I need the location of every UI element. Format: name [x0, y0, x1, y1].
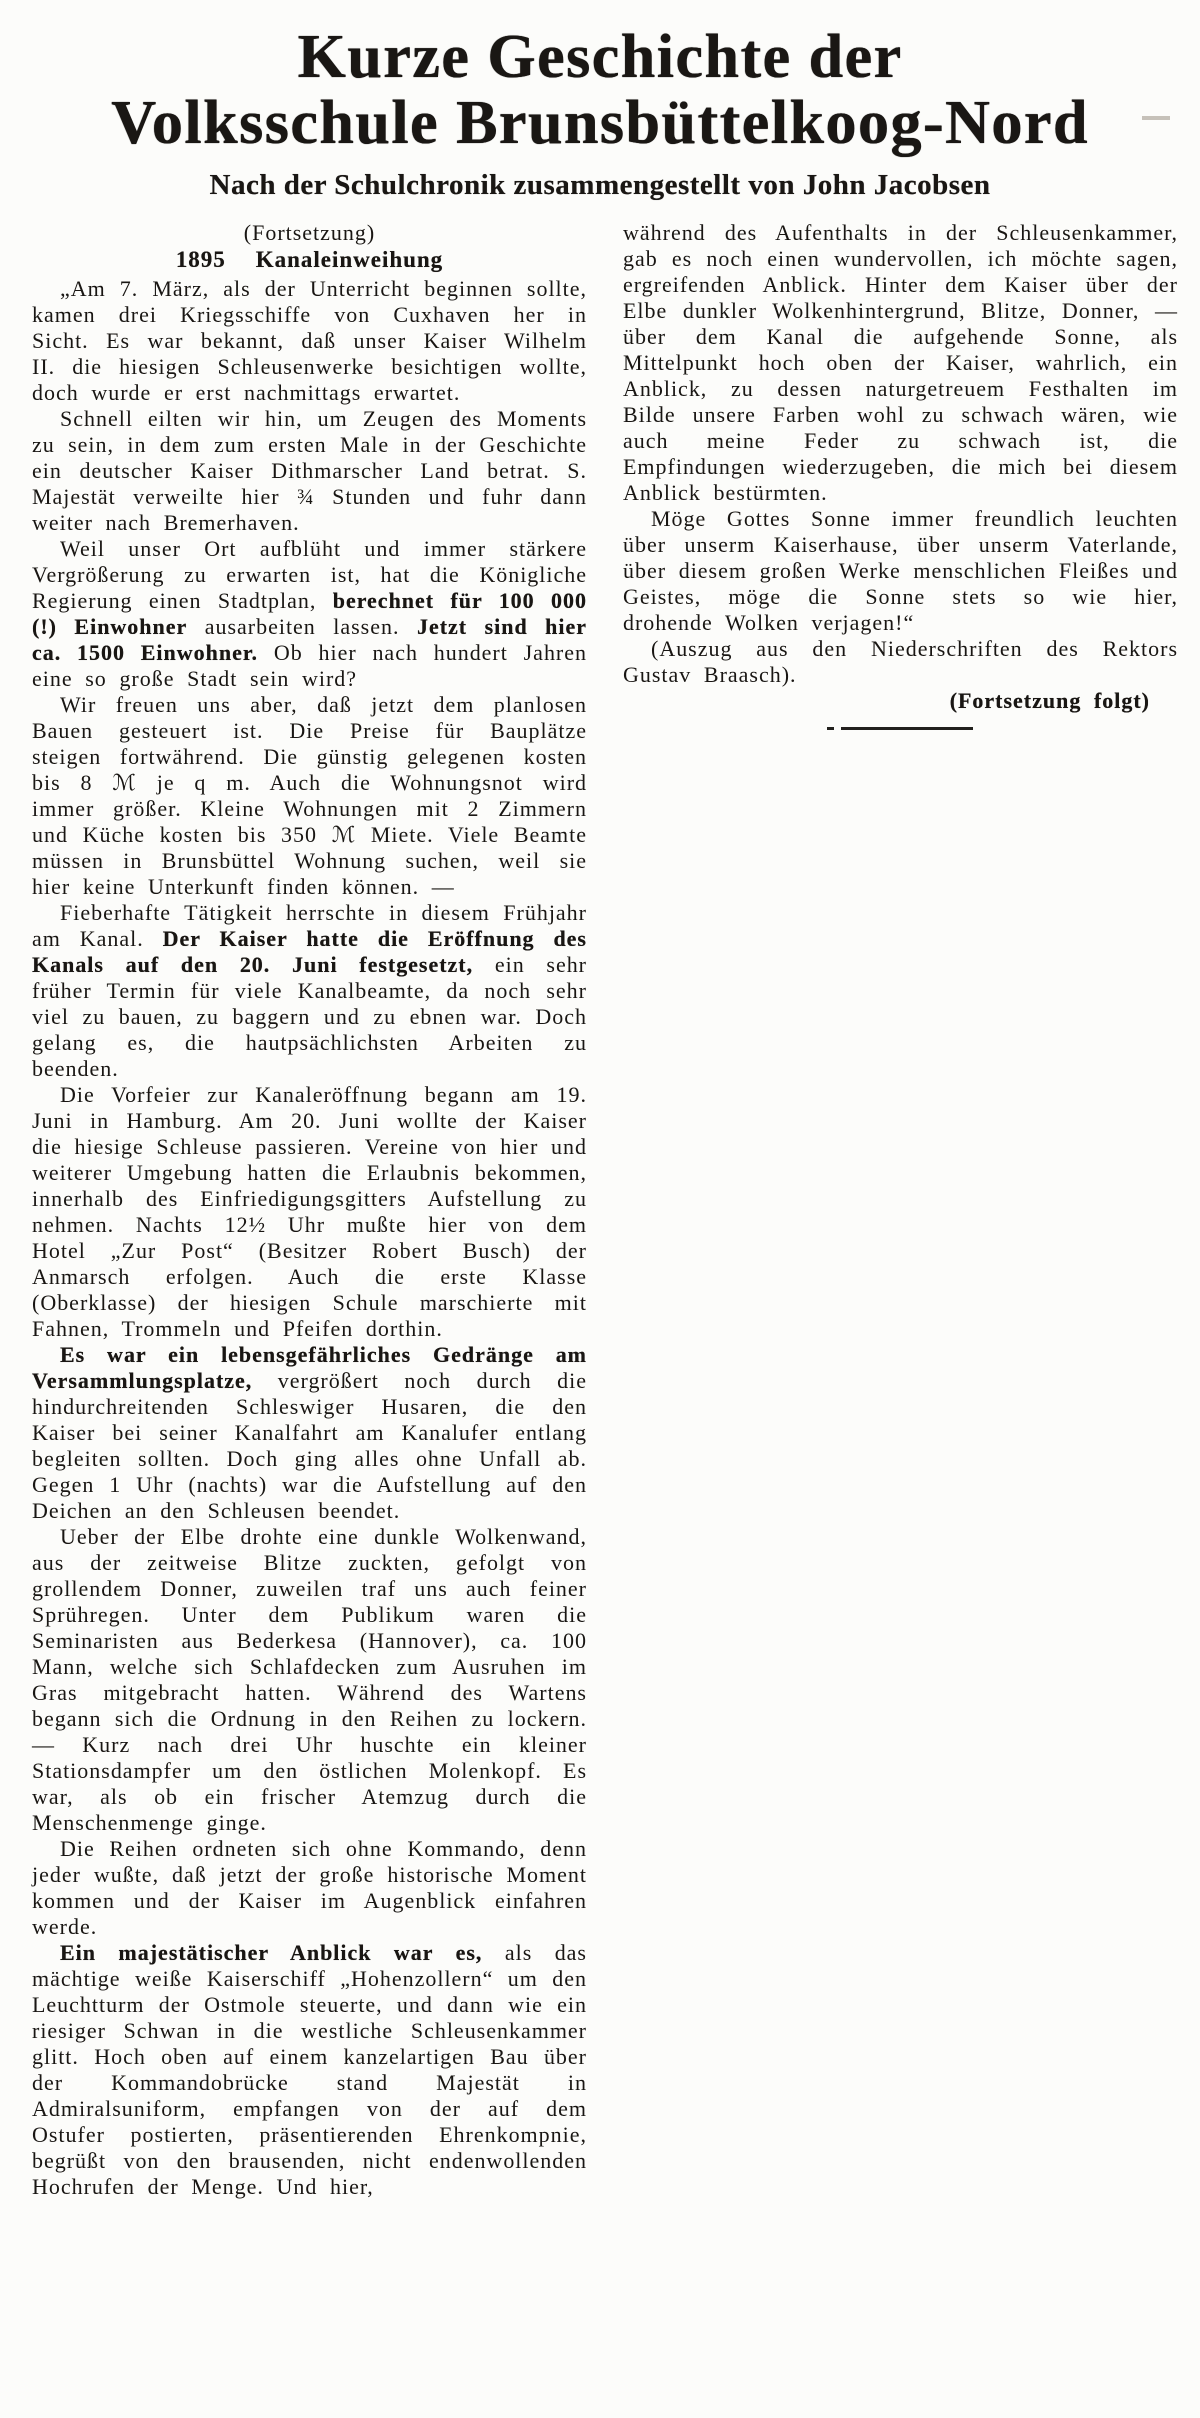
article-header — [0, 0, 1200, 202]
article-paragraph — [32, 536, 587, 692]
bold-text-segment: berechnet für 100 000 (!) Einwohner — [32, 588, 587, 639]
body-text-segment: Weil unser Ort aufblüht und immer stärkere Vergrößerung zu erwarten ist, hat die Königliche Regierung einen Stadtplan, — [32, 536, 587, 613]
body-text-segment: Die Reihen ordneten sich ohne Kommando, denn jeder wußte, daß jetzt der große historische Moment kommen und der Kaiser im Augenblick einfahren werde. — [32, 1836, 587, 1939]
article-title-line-2: Volksschule Brunsbüttelkoog-Nord — [111, 89, 1089, 157]
article-paragraph — [32, 1836, 587, 1940]
article-paragraph — [32, 692, 587, 900]
body-text-segment: (Fortsetzung) — [243, 220, 376, 245]
scan-artifact-dash — [1142, 116, 1170, 120]
body-text-segment: „Am 7. März, als der Unterricht beginnen sollte, kamen drei Kriegsschiffe von Cuxhaven her in Sicht. Es war bekannt, daß unser Kaiser Wilhelm II. die hiesigen Schleusenwerke besichtigen wollte, doch wurde er erst nachmittags erwartet. — [32, 276, 587, 405]
body-text-segment: Die Vorfeier zur Kanaleröffnung begann am 19. Juni in Hamburg. Am 20. Juni wollte der Kaiser die hiesige Schleuse passieren. Vereine von hier und weiterer Umgebung hatten die Erlaubnis bekommen, innerhalb des Einfriedigungsgitters Aufstellung zu nehmen. Nachts 12½ Uhr mußte hier von dem Hotel „Zur Post“ (Besitzer Robert Busch) der Anmarsch erfolgen. Auch die erste Klasse (Oberklasse) der hiesigen Schule marschierte mit Fahnen, Trommeln und Pfeifen dorthin. — [32, 1082, 587, 1341]
article-title-line-1: Kurze Geschichte der — [297, 23, 903, 91]
body-text-segment: Ueber der Elbe drohte eine dunkle Wolkenwand, aus der zeitweise Blitze zuckten, gefolgt von grollendem Donner, zuweilen traf uns auch feiner Sprühregen. Unter dem Publikum waren die Seminaristen aus Bederkesa (Hannover), ca. 100 Mann, welche sich Schlafdecken zum Ausruhen im Gras mitgebracht hatten. Während des Wartens begann sich die Ordnung in den Reihen zu lockern. — Kurz nach drei Uhr huschte ein kleiner Stationsdampfer um den östlichen Molenkopf. Es war, als ob ein frischer Atemzug durch die Menschenmenge ginge. — [32, 1524, 587, 1835]
article-paragraph — [32, 900, 587, 1082]
continuation-note-top — [32, 220, 587, 246]
body-text-segment: vergrößert noch durch die hindurchreitenden Schleswiger Husaren, die den Kaiser bei seiner Kanalfahrt am Kanalufer entlang begleiten sollten. Doch ging alles ohne Unfall ab. Gegen 1 Uhr (nachts) war die Aufstellung auf den Deichen an den Schleusen beendet. — [32, 1368, 587, 1523]
article-columns — [0, 220, 1200, 2200]
bold-text-segment: Ein majestätischer Anblick war es, — [60, 1940, 483, 1965]
section-end-rule — [841, 727, 973, 730]
body-text-segment: als das mächtige weiße Kaiserschiff „Hohenzollern“ um den Leuchtturm der Ostmole steuerte, und dann wie ein riesiger Schwan in die westliche Schleusenkammer glitt. Hoch oben auf einem kanzelartigen Bau über der Kommandobrücke stand Majestät in Admiralsuniform, empfangen von der auf dem Ostufer postierten, präsentierenden Ehrenkompnie, begrüßt von den brausenden, nicht endenwollenden Hochrufen der Menge. Und hier, — [32, 1940, 587, 2199]
body-text-segment: Fieberhafte Tätigkeit herrschte in diesem Frühjahr am Kanal. — [32, 900, 587, 951]
article-paragraph — [32, 276, 587, 406]
body-text-segment: (Auszug aus den Niederschriften des Rektors Gustav Braasch). — [623, 636, 1178, 687]
bold-text-segment: Es war ein lebensgefährliches Gedränge am Versammlungsplatze, — [32, 1342, 587, 1393]
body-text-segment: ausarbeiten lassen. — [187, 614, 417, 639]
source-attribution — [623, 636, 1178, 688]
body-text-segment: Möge Gottes Sonne immer freundlich leuchten über unserm Kaiserhause, über unserm Vaterlande, über diesem großen Werke menschlichen Fleißes und Geistes, möge die Sonne stets so wie hier, drohende Wolken verjagen!“ — [623, 506, 1178, 635]
article-paragraph — [32, 1342, 587, 1524]
body-text-segment: ein sehr früher Termin für viele Kanalbeamte, da noch sehr viel zu bauen, zu baggern und zu ebnen war. Doch gelang es, die hautpsächlichsten Arbeiten zu beenden. — [32, 952, 588, 1081]
article-paragraph — [623, 220, 1178, 506]
article-paragraph — [32, 1524, 587, 1836]
right-column — [623, 220, 1178, 2200]
body-text-segment: Ob hier nach hundert Jahren eine so große Stadt sein wird? — [32, 640, 587, 691]
bold-text-segment: (Fortsetzung folgt) — [949, 688, 1150, 713]
continuation-note-bottom — [623, 688, 1178, 714]
article-subtitle: Nach der Schulchronik zusammengestellt von John Jacobsen — [209, 169, 991, 201]
article-paragraph — [623, 506, 1178, 636]
bold-text-segment: Kanaleinweihung — [255, 247, 444, 272]
bold-text-segment: Jetzt sind hier ca. 1500 Einwohner. — [32, 614, 587, 665]
bold-text-segment: 1895 — [175, 247, 226, 272]
bold-text-segment: Der Kaiser hatte die Eröffnung des Kanals auf den 20. Juni festgesetzt, — [32, 926, 587, 977]
body-text-segment: während des Aufenthalts in der Schleusenkammer, gab es noch einen wundervollen, ich möchte sagen, ergreifenden Anblick. Hinter dem Kaiser über der Elbe dunkler Wolkenhintergrund, Blitze, Donner, — über dem Kanal die aufgehende Sonne, als Mittelpunkt hoch oben der Kaiser, wahrlich, ein Anblick, zu dessen naturgetreuem Festhalten im Bilde unsere Farben wohl zu schwach wären, wie auch meine Feder zu schwach ist, die Empfindungen wiederzugeben, die mich bei diesem Anblick bestürmten. — [623, 220, 1178, 505]
body-text-segment: Schnell eilten wir hin, um Zeugen des Moments zu sein, in dem zum ersten Male in der Geschichte ein deutscher Kaiser Dithmarscher Land betrat. S. Majestät verweilte hier ¾ Stunden und fuhr dann weiter nach Bremerhaven. — [32, 406, 587, 535]
article-paragraph — [32, 406, 587, 536]
article-paragraph — [32, 1940, 587, 2200]
article-paragraph — [32, 1082, 587, 1342]
body-text-segment: Wir freuen uns aber, daß jetzt dem planlosen Bauen gesteuert ist. Die Preise für Bauplätze steigen fortwährend. Die günstig gelegenen kosten bis 8 ℳ je q m. Auch die Wohnungsnot wird immer größer. Kleine Wohnungen mit 2 Zimmern und Küche kosten bis 350 ℳ Miete. Viele Beamte müssen in Brunsbüttel Wohnung suchen, weil sie hier keine Unterkunft finden können. — — [32, 692, 587, 899]
chapter-heading — [32, 247, 587, 273]
left-column — [32, 220, 587, 2200]
